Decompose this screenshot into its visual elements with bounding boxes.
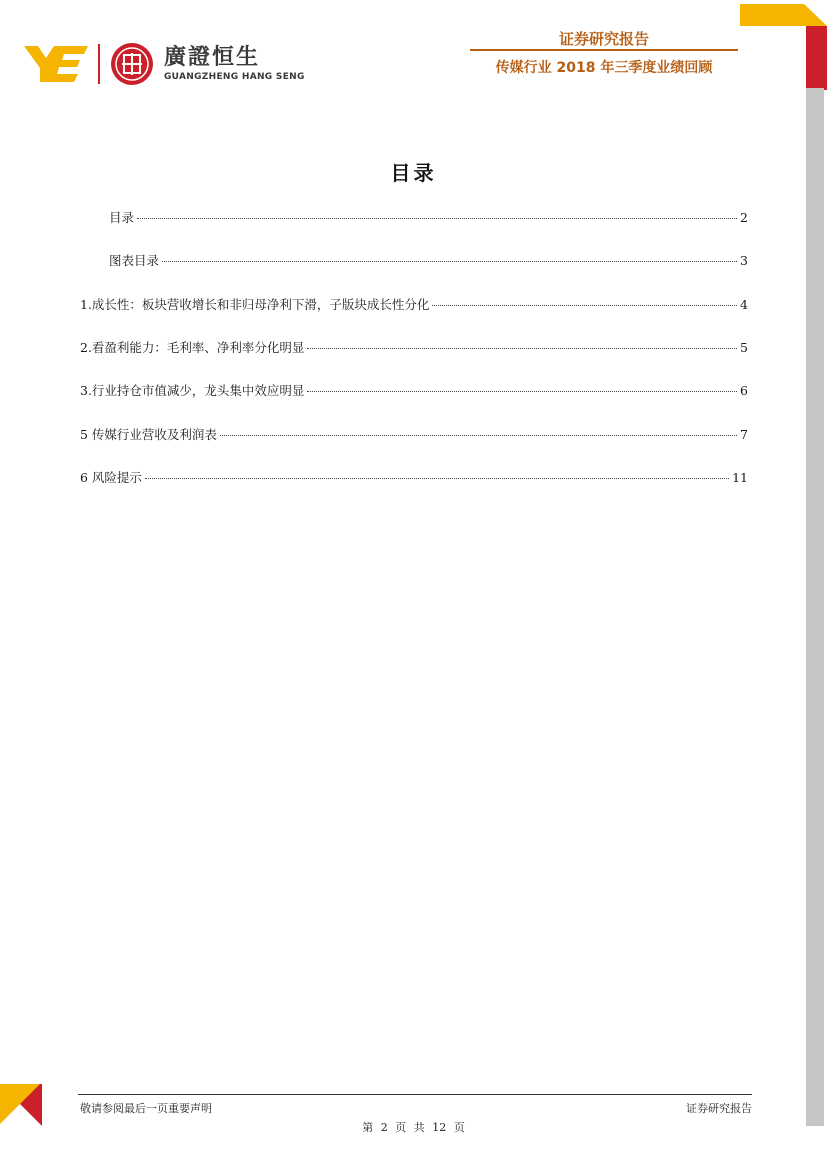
brand-name-cn: 廣證恒生 bbox=[164, 45, 261, 70]
footer-report-type: 证券研究报告 bbox=[686, 1102, 752, 1115]
toc-leader-dots bbox=[307, 348, 737, 349]
toc-entry-label: 3.行业持仓市值减少，龙头集中效应明显 bbox=[80, 383, 305, 398]
toc-entry-page: 3 bbox=[740, 253, 748, 268]
toc-entry-label: 目录 bbox=[109, 210, 135, 225]
toc-entry-page: 11 bbox=[732, 470, 748, 485]
toc-entry[interactable] bbox=[80, 338, 748, 356]
toc-entry[interactable] bbox=[80, 295, 748, 313]
toc-leader-dots bbox=[137, 218, 737, 219]
toc-leader-dots bbox=[145, 478, 729, 479]
toc-leader-dots bbox=[220, 435, 737, 436]
corner-decoration-top bbox=[740, 4, 827, 90]
company-logo bbox=[22, 40, 305, 88]
header-divider bbox=[470, 49, 738, 51]
toc-entry-page: 2 bbox=[740, 210, 748, 225]
toc-entry-page: 4 bbox=[740, 297, 748, 312]
toc-entry-label: 5 传媒行业营收及利润表 bbox=[80, 427, 217, 442]
ye-logo-icon bbox=[22, 42, 90, 86]
logo-divider bbox=[98, 44, 100, 84]
footer-divider bbox=[78, 1094, 752, 1095]
footer-page-number: 第 2 页 共 12 页 bbox=[362, 1121, 465, 1134]
toc-entry[interactable] bbox=[80, 381, 748, 399]
toc-leader-dots bbox=[432, 305, 737, 306]
footer-disclaimer: 敬请参阅最后一页重要声明 bbox=[80, 1102, 212, 1115]
toc-entry-label: 2.看盈利能力：毛利率、净利率分化明显 bbox=[80, 340, 305, 355]
side-bar bbox=[806, 88, 824, 1126]
seal-icon bbox=[110, 42, 154, 86]
toc-entry[interactable] bbox=[109, 251, 748, 269]
toc-entry-page: 7 bbox=[740, 427, 748, 442]
toc-entry-label: 6 风险提示 bbox=[80, 470, 142, 485]
toc-entry-label: 图表目录 bbox=[109, 253, 160, 268]
toc-entry-label: 1.成长性：板块营收增长和非归母净利下滑，子版块成长性分化 bbox=[80, 297, 430, 312]
toc-leader-dots bbox=[307, 391, 737, 392]
header-report-subtitle: 传媒行业 2018 年三季度业绩回顾 bbox=[495, 60, 713, 76]
toc-entry[interactable] bbox=[80, 468, 748, 486]
toc-entry[interactable] bbox=[80, 425, 748, 443]
header-report-type: 证券研究报告 bbox=[558, 30, 649, 48]
brand-name-en: GUANGZHENG HANG SENG bbox=[164, 72, 305, 82]
toc-entry-page: 6 bbox=[740, 383, 748, 398]
toc-entry[interactable] bbox=[109, 208, 748, 226]
toc-leader-dots bbox=[162, 261, 737, 262]
toc-entry-page: 5 bbox=[740, 340, 748, 355]
toc-title: 目录 bbox=[390, 161, 437, 185]
